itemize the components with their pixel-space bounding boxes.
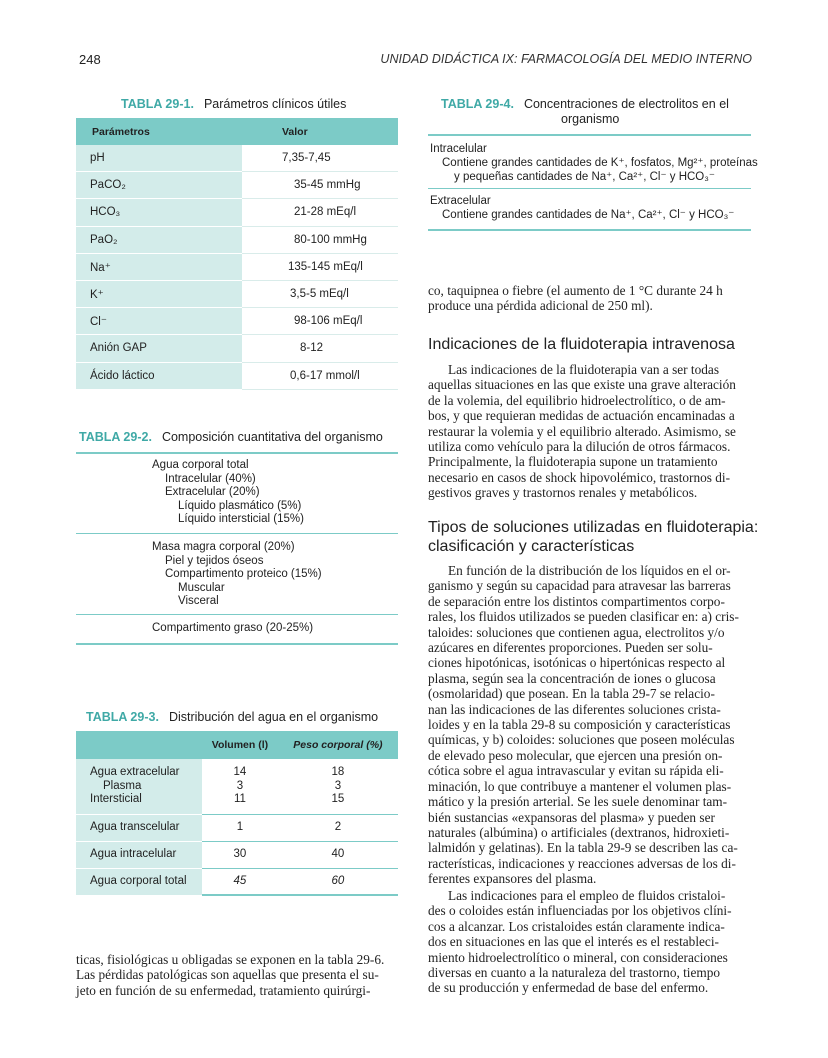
table4-line: Contiene grandes cantidades de Na⁺, Ca²⁺, Cl⁻ y HCO₃⁻ xyxy=(442,209,735,221)
table3-title: Distribución del agua en el organismo xyxy=(168,710,379,724)
text-line: miento hidroelectrolítico o mineral, con consideraciones xyxy=(428,949,728,965)
heading-line: clasificación y características xyxy=(428,538,635,555)
table1-title: Parámetros clínicos útiles xyxy=(203,97,347,111)
table2-item: Compartimento graso (20-25%) xyxy=(152,622,314,634)
table1-label: TABLA 29-1. xyxy=(121,97,194,111)
table2-item: Extracelular (20%) xyxy=(165,486,260,499)
table1-param: Ácido láctico xyxy=(76,362,242,389)
table1-param: PaO₂ xyxy=(76,226,242,253)
table3-vol xyxy=(202,759,278,814)
text-line: Las indicaciones para el empleo de fluidos cristaloi- xyxy=(448,888,726,903)
text-line: plasma, según sea la concentración de iones o glucosa xyxy=(428,670,716,686)
table-row xyxy=(76,868,398,895)
table-row xyxy=(76,308,398,335)
text-line: Principalmente, la fluidoterapia supone un tratamiento xyxy=(428,454,718,470)
table4-rule xyxy=(428,229,751,231)
table2-group2 xyxy=(152,541,322,609)
table1-value: 98-106 mEq/l xyxy=(242,308,398,335)
text-line: bos, y que requieran medidas de actuación encaminadas a xyxy=(428,408,735,424)
text-line: taloides: soluciones que contienen agua, electrolitos y/o xyxy=(428,624,725,640)
table4-section-head: Intracelular xyxy=(430,143,487,155)
table2-item: Compartimento proteico (15%) xyxy=(165,568,322,581)
table1-value: 80-100 mmHg xyxy=(242,226,398,253)
table1-header: Parámetros xyxy=(76,118,242,145)
table2-label: TABLA 29-2. xyxy=(79,430,152,444)
table3-pct: 60 xyxy=(278,868,398,895)
text-line: de separación entre los distintos compartimentos corpo- xyxy=(428,593,725,609)
table1-param: PaCO₂ xyxy=(76,172,242,199)
table3-vol: 3 xyxy=(236,779,244,792)
table2-item: Intracelular (40%) xyxy=(165,472,256,485)
right-p2 xyxy=(428,563,751,887)
table1-value: 0,6-17 mmol/l xyxy=(242,362,398,389)
text-line: (osmolaridad) que posean. En la tabla 29-7 se relacio- xyxy=(428,686,715,702)
text-line: utiliza como vehículo para la dilución de otros fármacos. xyxy=(428,439,731,455)
table3-pct xyxy=(278,759,398,814)
table3-vol: 1 xyxy=(202,814,278,841)
table4-label: TABLA 29-4. xyxy=(441,97,514,111)
table3-pct: 40 xyxy=(278,841,398,868)
table1-param: pH xyxy=(76,145,242,172)
table3 xyxy=(76,731,398,896)
table-row xyxy=(76,253,398,280)
table2-item: Líquido intersticial (15%) xyxy=(178,513,304,526)
text-line: restaurar la volemia y el equilibrio alterado. Asimismo, se xyxy=(428,423,736,439)
text-line: gestivos graves y trastornos renales y metabólicos. xyxy=(428,485,698,501)
text-line: aquellas situaciones en las que existe una grave alteración xyxy=(428,377,736,393)
table-row xyxy=(76,280,398,307)
table3-name: Agua extracelular xyxy=(90,766,180,778)
table1-header: Valor xyxy=(242,118,398,145)
table3-header: Volumen (l) xyxy=(202,731,278,759)
table1-value: 3,5-5 mEq/l xyxy=(242,280,398,307)
table2-item: Agua corporal total xyxy=(152,459,249,471)
table3-name: Intersticial xyxy=(90,793,142,806)
table3-caption xyxy=(86,710,378,724)
table2-item: Líquido plasmático (5%) xyxy=(178,499,302,512)
table4-rule xyxy=(428,134,751,136)
table4-title-cont: organismo xyxy=(561,112,620,126)
table1-param: K⁺ xyxy=(76,280,242,307)
table2-title: Composición cuantitativa del organismo xyxy=(161,430,383,444)
table-row xyxy=(76,841,398,868)
table3-label: TABLA 29-3. xyxy=(86,710,159,724)
text-line: jeto en función de su enfermedad, tratamiento quirúrgi- xyxy=(76,982,371,998)
table1-value: 8-12 xyxy=(242,335,398,362)
table1-caption xyxy=(121,97,346,111)
text-line: cótica sobre el agua intravascular y evitan su rápida eli- xyxy=(428,763,724,779)
text-line: de elevado peso molecular, que ejercen una presión on- xyxy=(428,747,723,763)
table1-param: Cl⁻ xyxy=(76,308,242,335)
table1-param: Anión GAP xyxy=(76,335,242,362)
text-line: naturales (albúmina) o artificiales (dextranos, hidroxieti- xyxy=(428,824,730,840)
text-line: químicas, y b) coloides: soluciones que poseen moléculas xyxy=(428,732,735,748)
text-line: mático y la presión arterial. Se les suele denominar tam- xyxy=(428,794,728,810)
text-line: En función de la distribución de los líquidos en el or- xyxy=(448,563,731,578)
table4-title: Concentraciones de electrolitos en el xyxy=(523,97,729,111)
text-line: ciones hipotónicas, isotónicas o hipertónicas respecto al xyxy=(428,655,726,671)
text-line: cos a alcanzar. Los cristaloides están claramente indica- xyxy=(428,918,725,934)
text-line: de la volemia, del equilibrio hidroelectrolítico, o de am- xyxy=(428,392,726,408)
text-line: de su producción y enfermedad de base del enfermo. xyxy=(428,980,709,996)
text-line: minación, lo que contribuye a mantener el volumen plas- xyxy=(428,778,732,794)
table4-caption xyxy=(441,97,729,111)
table3-name: Agua intracelular xyxy=(76,841,202,868)
table-row xyxy=(76,172,398,199)
right-p3 xyxy=(428,888,751,996)
table3-pct: 3 xyxy=(334,779,342,792)
table2-divider xyxy=(76,533,398,534)
table2-caption xyxy=(79,430,383,444)
text-line: lalmidón y gelatinas). En la tabla 29-9 se describen las ca- xyxy=(428,840,738,856)
table2-item: Muscular xyxy=(178,581,225,594)
table3-vol: 45 xyxy=(202,868,278,895)
text-line: necesario en casos de shock hipovolémico, trastornos di- xyxy=(428,469,731,485)
table3-header: Peso corporal (%) xyxy=(278,731,398,759)
table-row xyxy=(76,759,398,814)
text-line: bién sustancias «expansoras del plasma» y pueden ser xyxy=(428,809,715,825)
table2-divider xyxy=(76,614,398,615)
table4-divider xyxy=(428,188,751,189)
text-line: diversas en cuanto a la naturaleza del trastorno, tiempo xyxy=(428,965,721,981)
text-line: loides y en la tabla 29-8 su composición y características xyxy=(428,717,731,733)
text-line: dos en situaciones en las que el interés es el restableci- xyxy=(428,934,719,950)
heading-line: Tipos de soluciones utilizadas en fluidoterapia: xyxy=(428,519,759,536)
table2-item: Visceral xyxy=(178,595,219,608)
section-heading-indicaciones: Indicaciones de la fluidoterapia intravenosa xyxy=(428,336,735,353)
table4-section-head: Extracelular xyxy=(430,195,491,207)
table3-vol: 30 xyxy=(202,841,278,868)
table1-value: 135-145 mEq/l xyxy=(242,253,398,280)
text-line: ticas, fisiológicas u obligadas se exponen en la tabla 29-6. xyxy=(76,952,385,967)
table4-line: y pequeñas cantidades de Na⁺, Ca²⁺, Cl⁻ y HCO₃⁻ xyxy=(454,171,715,183)
table2-item: Piel y tejidos óseos xyxy=(165,554,264,567)
text-line: ganismo y según su capacidad para atravesar las barreras xyxy=(428,578,731,594)
right-p1 xyxy=(428,362,751,501)
table3-vol: 11 xyxy=(233,793,246,806)
table-row xyxy=(76,145,398,172)
table2-rule xyxy=(76,452,398,454)
text-line: azúcares en diferentes proporciones. Pueden ser solu- xyxy=(428,640,713,656)
text-line: des o coloides están influenciadas por los objetivos clíni- xyxy=(428,903,732,919)
table3-pct: 15 xyxy=(331,793,345,806)
table4-intra xyxy=(430,142,758,184)
table4-line: Contiene grandes cantidades de K⁺, fosfatos, Mg²⁺, proteínas xyxy=(442,157,758,169)
table3-pct: 18 xyxy=(331,766,345,778)
text-line: racterísticas, indicaciones y reacciones adversas de los di- xyxy=(428,855,736,871)
table-row xyxy=(76,362,398,389)
table1-value: 21-28 mEq/l xyxy=(242,199,398,226)
table-row xyxy=(76,199,398,226)
table2-rule xyxy=(76,643,398,645)
table1-value: 35-45 mmHg xyxy=(242,172,398,199)
text-line: ferentes expansores del plasma. xyxy=(428,871,597,887)
table3-name: Plasma xyxy=(103,779,142,792)
text-line: produce una pérdida adicional de 250 ml). xyxy=(428,298,653,314)
text-line: nan las indicaciones de las diferentes soluciones crista- xyxy=(428,701,721,717)
table2-item: Masa magra corporal (20%) xyxy=(152,541,295,553)
text-line: Las pérdidas patológicas son aquellas que presenta el su- xyxy=(76,967,379,983)
table-row xyxy=(76,335,398,362)
table3-pct: 2 xyxy=(278,814,398,841)
table1-param: Na⁺ xyxy=(76,253,242,280)
table3-name: Agua transcelular xyxy=(76,814,202,841)
table1 xyxy=(76,118,398,390)
running-title: UNIDAD DIDÁCTICA IX: FARMACOLOGÍA DEL MEDIO INTERNO xyxy=(380,52,752,66)
table-row xyxy=(76,226,398,253)
table-row xyxy=(76,814,398,841)
table4-extra xyxy=(430,194,734,222)
table1-value: 7,35-7,45 xyxy=(242,145,398,172)
table3-name: Agua corporal total xyxy=(76,868,202,895)
table1-param: HCO₃ xyxy=(76,199,242,226)
table2-group1 xyxy=(152,459,304,527)
right-p0 xyxy=(428,283,751,314)
table3-name xyxy=(76,759,202,814)
text-line: Las indicaciones de la fluidoterapia van a ser todas xyxy=(448,362,720,377)
section-heading-tipos xyxy=(428,518,758,556)
text-line: co, taquipnea o fiebre (el aumento de 1 °C durante 24 h xyxy=(428,283,723,298)
left-body-text xyxy=(76,952,398,998)
text-line: rales, los fluidos utilizados se pueden clasificar en: a) cris- xyxy=(428,609,739,625)
page-number: 248 xyxy=(79,52,101,67)
table3-vol: 14 xyxy=(233,766,247,778)
